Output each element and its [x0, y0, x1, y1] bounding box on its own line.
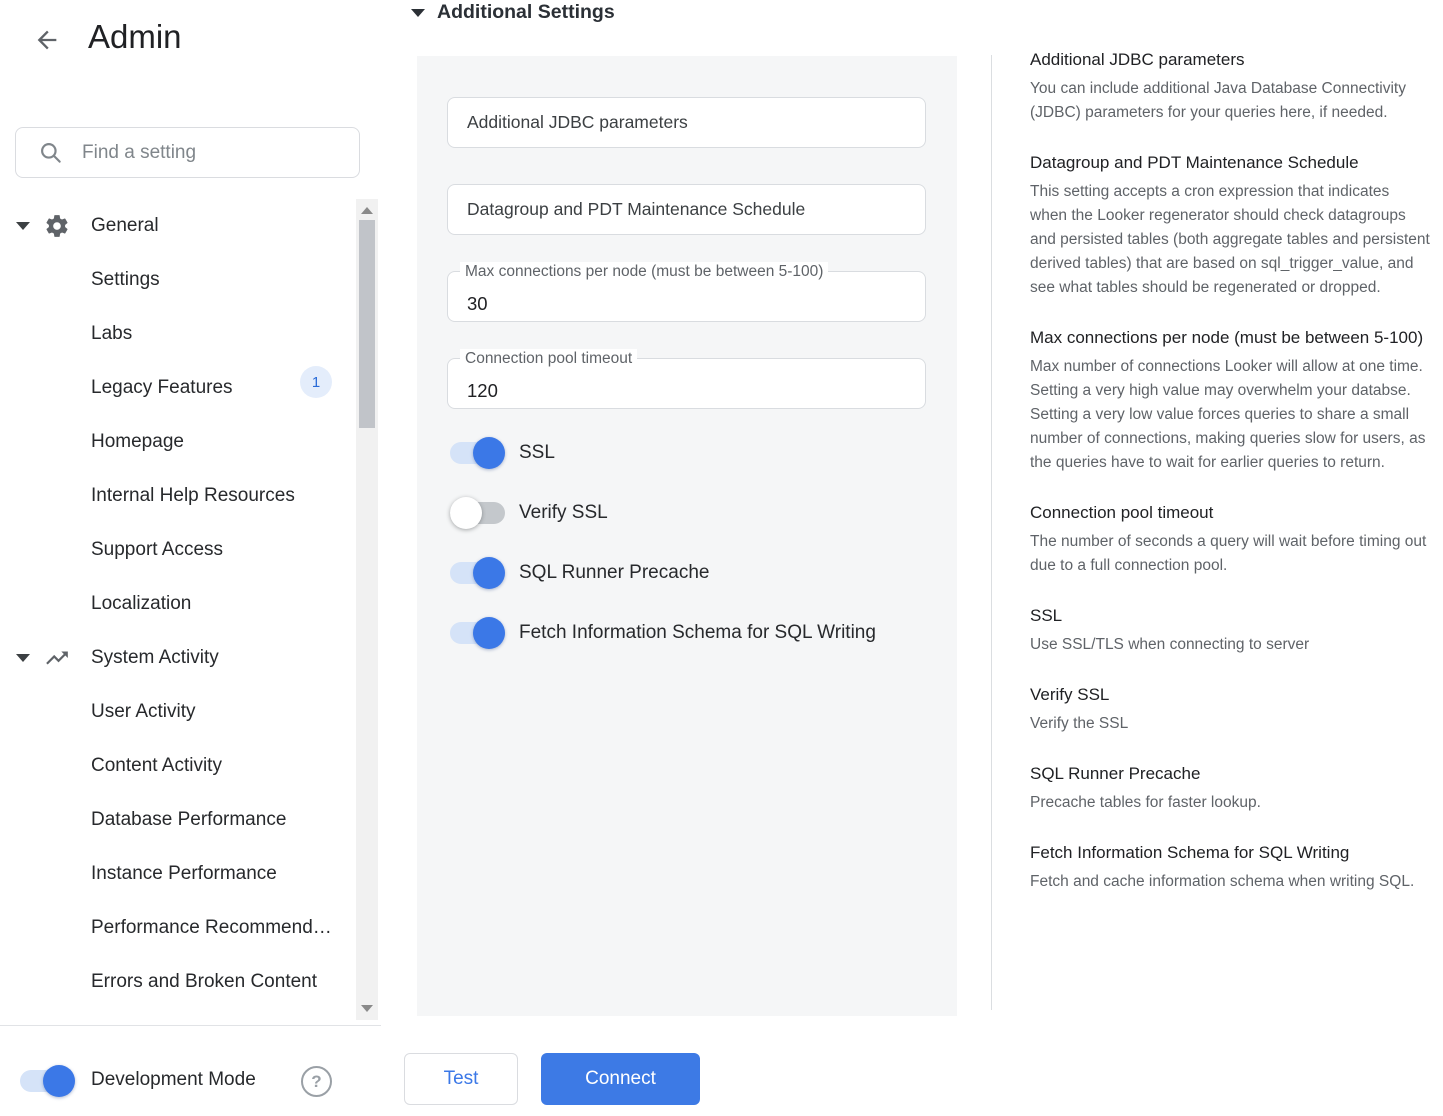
help-entry	[1030, 761, 1430, 815]
sql-runner-precache-toggle-label: SQL Runner Precache	[519, 562, 710, 583]
datagroup-pdt-maintenance-schedule-input[interactable]	[448, 185, 925, 234]
test-button[interactable]: Test	[404, 1053, 518, 1105]
help-entry	[1030, 500, 1430, 578]
sidebar-section-general[interactable]	[0, 199, 356, 253]
fetch-information-schema-toggle-label: Fetch Information Schema for SQL Writing	[519, 622, 876, 643]
sql-runner-precache-toggle-row	[450, 556, 709, 590]
help-entry	[1030, 682, 1430, 736]
connection-pool-timeout-label: Connection pool timeout	[460, 349, 637, 369]
verify-ssl-toggle-row	[450, 496, 608, 530]
help-body: Use SSL/TLS when connecting to server	[1030, 636, 1310, 653]
ssl-toggle-row	[450, 436, 555, 470]
sidebar-item-support-access[interactable]: Support Access	[91, 539, 224, 560]
help-title: Fetch Information Schema for SQL Writing	[1030, 843, 1350, 862]
help-title: Additional JDBC parameters	[1030, 50, 1245, 69]
help-body: The number of seconds a query will wait before timing out due to a full connection pool.	[1030, 533, 1427, 574]
sidebar-item-localization[interactable]: Localization	[91, 593, 192, 614]
sidebar-scrollbar[interactable]	[356, 199, 378, 1020]
help-entry	[1030, 47, 1430, 125]
trending-up-icon	[44, 645, 70, 671]
sidebar-item-instance-performance[interactable]: Instance Performance	[91, 863, 277, 884]
sidebar-item-legacy-features[interactable]: Legacy Features 1	[0, 361, 356, 415]
sql-runner-precache-toggle[interactable]	[450, 556, 505, 590]
fetch-information-schema-toggle[interactable]	[450, 616, 505, 650]
chevron-down-icon[interactable]	[16, 222, 30, 230]
datagroup-pdt-maintenance-schedule-field[interactable]	[447, 184, 926, 235]
sidebar-section-system-activity[interactable]	[0, 631, 356, 685]
development-mode-toggle[interactable]	[20, 1064, 75, 1098]
help-body: Verify the SSL	[1030, 715, 1129, 732]
help-title: SSL	[1030, 606, 1063, 625]
sidebar-item-performance-recommendations[interactable]: Performance Recommend…	[91, 917, 332, 938]
help-entry	[1030, 603, 1430, 657]
scrollbar-thumb[interactable]	[359, 220, 375, 428]
help-title: Verify SSL	[1030, 685, 1110, 704]
help-panel-divider	[991, 55, 992, 1010]
sidebar-item-settings[interactable]: Settings	[91, 269, 160, 290]
help-body: Fetch and cache information schema when writing SQL.	[1030, 873, 1415, 890]
help-entry	[1030, 840, 1430, 894]
max-connections-per-node-field[interactable]	[447, 263, 926, 322]
development-mode-label: Development Mode	[91, 1069, 256, 1090]
connection-pool-timeout-field[interactable]	[447, 350, 926, 409]
help-panel	[1030, 47, 1430, 919]
additional-jdbc-parameters-input[interactable]	[448, 98, 925, 147]
help-body: Max number of connections Looker will allow at one time. Setting a very high value may overwhelm your databse. Setting a very low value forces queries to share a small number of connections, making queries slow for users, as the queries have to wait for earlier queries to return.	[1030, 358, 1426, 471]
help-entry	[1030, 325, 1430, 475]
chevron-down-icon[interactable]	[16, 654, 30, 662]
page-title: Admin	[88, 18, 182, 55]
help-body: This setting accepts a cron expression that indicates when the Looker regenerator should check datagroups and persisted tables (both aggregate tables and persistent derived tables) that are based on sql_trigger_value, and see what tables should be regenerated or dropped.	[1030, 183, 1430, 296]
ssl-toggle-label: SSL	[519, 442, 555, 463]
search-input[interactable]	[82, 142, 322, 164]
additional-jdbc-parameters-field[interactable]	[447, 97, 926, 148]
search-icon	[38, 140, 64, 166]
legacy-features-count-badge: 1	[300, 366, 332, 398]
sidebar-item-internal-help-resources[interactable]: Internal Help Resources	[91, 485, 295, 506]
scroll-down-arrow-icon[interactable]	[361, 1005, 373, 1012]
help-title: Connection pool timeout	[1030, 503, 1214, 522]
sidebar-item-labs[interactable]: Labs	[91, 323, 133, 344]
sidebar-item-errors-and-broken-content[interactable]: Errors and Broken Content	[91, 971, 318, 992]
help-body: You can include additional Java Database Connectivity (JDBC) parameters for your queries here, if needed.	[1030, 80, 1406, 121]
max-connections-per-node-label: Max connections per node (must be between 5-100)	[460, 262, 828, 282]
sidebar-item-user-activity[interactable]: User Activity	[91, 701, 196, 722]
help-title: Max connections per node (must be between 5-100)	[1030, 328, 1424, 347]
help-title: Datagroup and PDT Maintenance Schedule	[1030, 153, 1359, 172]
additional-settings-collapse-icon[interactable]	[411, 9, 425, 17]
section-label: System Activity	[91, 647, 219, 668]
help-entry	[1030, 150, 1430, 300]
sidebar-item-homepage[interactable]: Homepage	[91, 431, 184, 452]
back-arrow-icon[interactable]	[33, 26, 61, 54]
setting-search-box[interactable]	[15, 127, 360, 178]
fetch-information-schema-toggle-row	[450, 616, 876, 650]
gear-icon	[44, 213, 70, 239]
verify-ssl-toggle[interactable]	[450, 496, 505, 530]
help-title: SQL Runner Precache	[1030, 764, 1201, 783]
verify-ssl-toggle-label: Verify SSL	[519, 502, 608, 523]
sidebar-footer-divider	[0, 1025, 381, 1026]
connect-button[interactable]: Connect	[541, 1053, 700, 1105]
scroll-up-arrow-icon[interactable]	[361, 207, 373, 214]
sidebar-item-content-activity[interactable]: Content Activity	[91, 755, 222, 776]
additional-settings-heading: Additional Settings	[437, 1, 615, 23]
section-label: General	[91, 215, 159, 236]
sidebar-nav	[0, 199, 356, 1009]
help-body: Precache tables for faster lookup.	[1030, 794, 1261, 811]
sidebar-item-database-performance[interactable]: Database Performance	[91, 809, 287, 830]
help-icon[interactable]: ?	[301, 1066, 332, 1097]
ssl-toggle[interactable]	[450, 436, 505, 470]
